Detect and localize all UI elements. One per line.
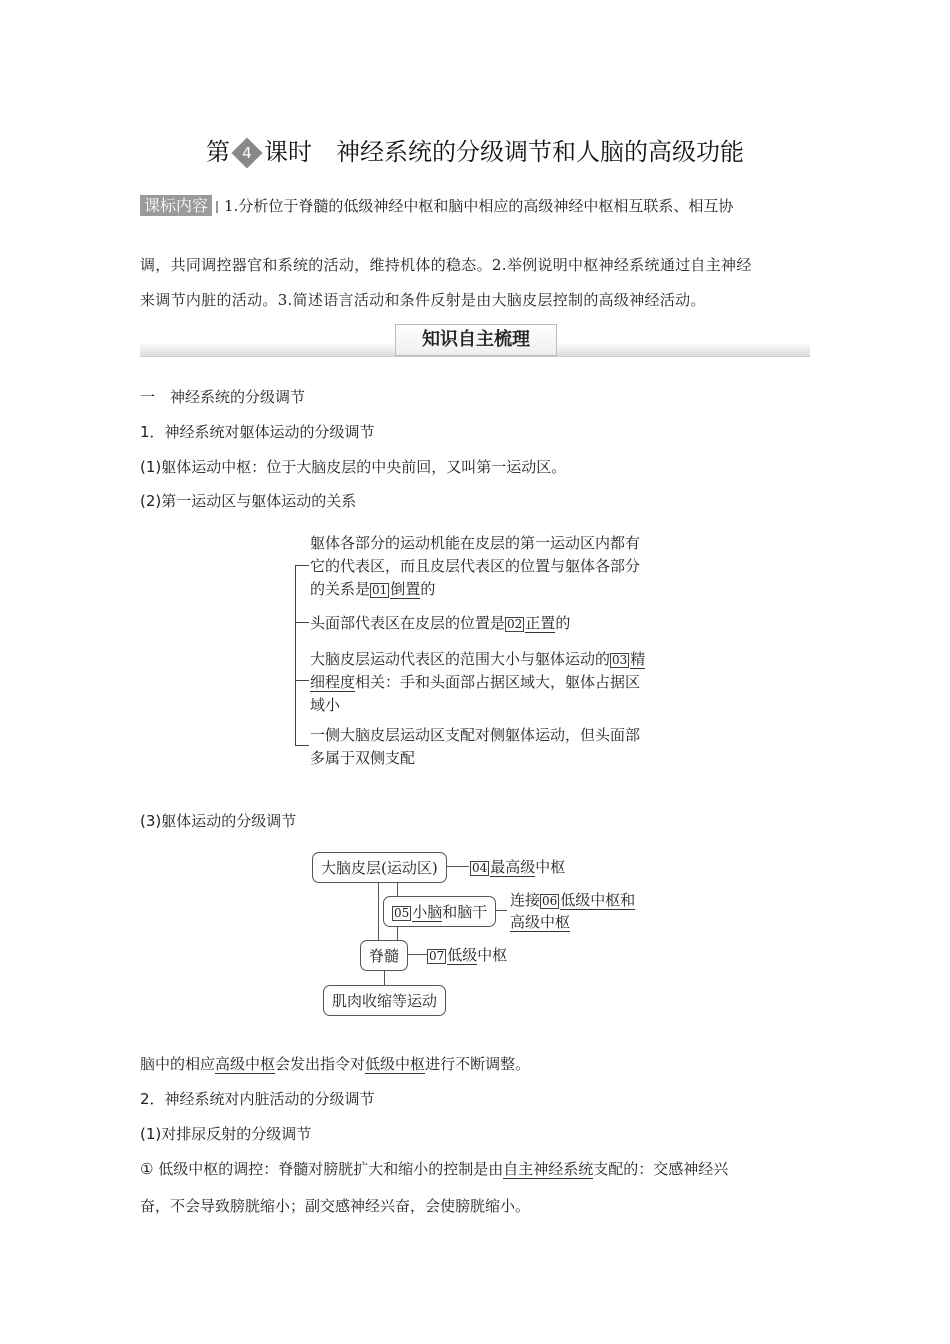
answer: 低级 — [447, 946, 478, 964]
blank-number: 02 — [507, 617, 523, 631]
title-name: 神经系统的分级调节和人脑的高级功能 — [336, 138, 744, 166]
text: 一侧大脑皮层运动区支配对侧躯体运动，但头面部 — [310, 726, 641, 744]
text: 的关系是 — [310, 580, 371, 598]
node-cerebellum-brainstem — [383, 896, 496, 927]
text: 多属于双侧支配 — [310, 749, 416, 767]
label — [470, 856, 565, 877]
subheading: (1)对排尿反射的分级调节 — [140, 1125, 312, 1143]
subheading: 1．神经系统对躯体运动的分级调节 — [140, 423, 375, 441]
standards-line-1 — [140, 193, 733, 216]
bracket-tick — [295, 622, 309, 623]
text: 相关：手和头面部占据区域大，躯体占据区 — [355, 673, 641, 691]
text: 它的代表区，而且皮层代表区的位置与躯体各部分 — [310, 557, 641, 575]
answer: 细程度 — [310, 673, 356, 691]
text: 的 — [555, 614, 571, 632]
bracket-tick — [295, 745, 309, 746]
connector — [447, 866, 469, 867]
label: (1)躯体运动中枢： — [140, 458, 267, 476]
answer: 小脑 — [412, 903, 443, 921]
connector — [405, 954, 427, 955]
text: 支配的：交感神经兴 — [593, 1160, 729, 1178]
blank-number: 07 — [429, 949, 445, 963]
arrow — [397, 882, 398, 896]
answer: 高级中枢 — [510, 913, 571, 931]
standards-line-3: 来调节内脏的活动。3.简述语言活动和条件反射是由大脑皮层控制的高级神经活动。 — [140, 291, 706, 309]
node-spinal-cord: 脊髓 — [360, 940, 408, 971]
item — [310, 612, 570, 633]
paragraph — [140, 1158, 728, 1179]
text: 脊髓对膀胱扩大和缩小的控制是由 — [278, 1160, 504, 1178]
arrow — [384, 970, 385, 986]
answer: 倒置 — [390, 580, 421, 598]
answer: 低级中枢和 — [560, 891, 636, 909]
text: 和脑干 — [442, 903, 488, 921]
item — [310, 532, 640, 601]
divider-bar — [216, 201, 218, 213]
blank-number: 01 — [372, 583, 388, 597]
lesson-number-diamond — [231, 137, 262, 168]
label: ① 低级中枢的调控： — [140, 1160, 279, 1178]
text: 域小 — [310, 696, 341, 714]
text: 进行不断调整。 — [425, 1055, 531, 1073]
answer: 自主神经系统 — [503, 1160, 594, 1178]
title-suffix: 课时 — [264, 138, 312, 166]
section-banner: 知识自主梳理 — [395, 324, 557, 356]
standards-text: 1.分析位于脊髓的低级神经中枢和脑中相应的高级神经中枢相互联系、相互协 — [224, 197, 734, 215]
label — [510, 889, 635, 933]
text: 连接 — [510, 891, 541, 909]
text: 头面部代表区在皮层的位置是 — [310, 614, 506, 632]
answer: 正置 — [525, 614, 556, 632]
text: 的 — [420, 580, 436, 598]
blank-number: 03 — [612, 653, 628, 667]
bracket-tick — [295, 680, 309, 681]
node-muscle-movement: 肌肉收缩等运动 — [323, 985, 446, 1016]
blank-number: 05 — [394, 906, 410, 920]
paragraph — [140, 1053, 530, 1074]
section-heading: 一 神经系统的分级调节 — [140, 388, 306, 406]
text: 中枢 — [535, 858, 566, 876]
subheading: (2)第一运动区与躯体运动的关系 — [140, 492, 357, 510]
subheading: 2．神经系统对内脏活动的分级调节 — [140, 1090, 375, 1108]
bracket-tick — [295, 565, 309, 566]
title-prefix: 第 — [206, 138, 230, 166]
label — [427, 944, 507, 965]
paragraph: 奋，不会导致膀胱缩小；副交感神经兴奋，会使膀胱缩小。 — [140, 1197, 531, 1215]
item — [310, 648, 645, 717]
blank-number: 04 — [472, 861, 488, 875]
item — [310, 724, 640, 770]
paragraph — [140, 456, 566, 477]
standards-badge: 课标内容 — [140, 195, 212, 216]
node-cerebral-cortex: 大脑皮层(运动区) — [312, 852, 447, 883]
page-title — [0, 132, 950, 167]
answer: 精 — [630, 650, 646, 668]
subheading: (3)躯体运动的分级调节 — [140, 812, 297, 830]
answer: 高级中枢 — [215, 1055, 276, 1073]
answer: 最高级 — [490, 858, 536, 876]
bracket-line — [295, 565, 296, 745]
text: 躯体各部分的运动机能在皮层的第一运动区内都有 — [310, 534, 641, 552]
blank-number: 06 — [542, 894, 558, 908]
text: 大脑皮层运动代表区的范围大小与躯体运动的 — [310, 650, 611, 668]
answer: 低级中枢 — [365, 1055, 426, 1073]
standards-line-2: 调，共同调控器官和系统的活动，维持机体的稳态。2.举例说明中枢神经系统通过自主神经 — [140, 256, 752, 274]
text: 脑中的相应 — [140, 1055, 216, 1073]
text: 中枢 — [477, 946, 508, 964]
text: 位于大脑皮层的中央前回，又叫第一运动区。 — [266, 458, 567, 476]
lesson-number: 4 — [242, 143, 252, 162]
arrow — [378, 882, 379, 942]
text: 会发出指令对 — [275, 1055, 366, 1073]
